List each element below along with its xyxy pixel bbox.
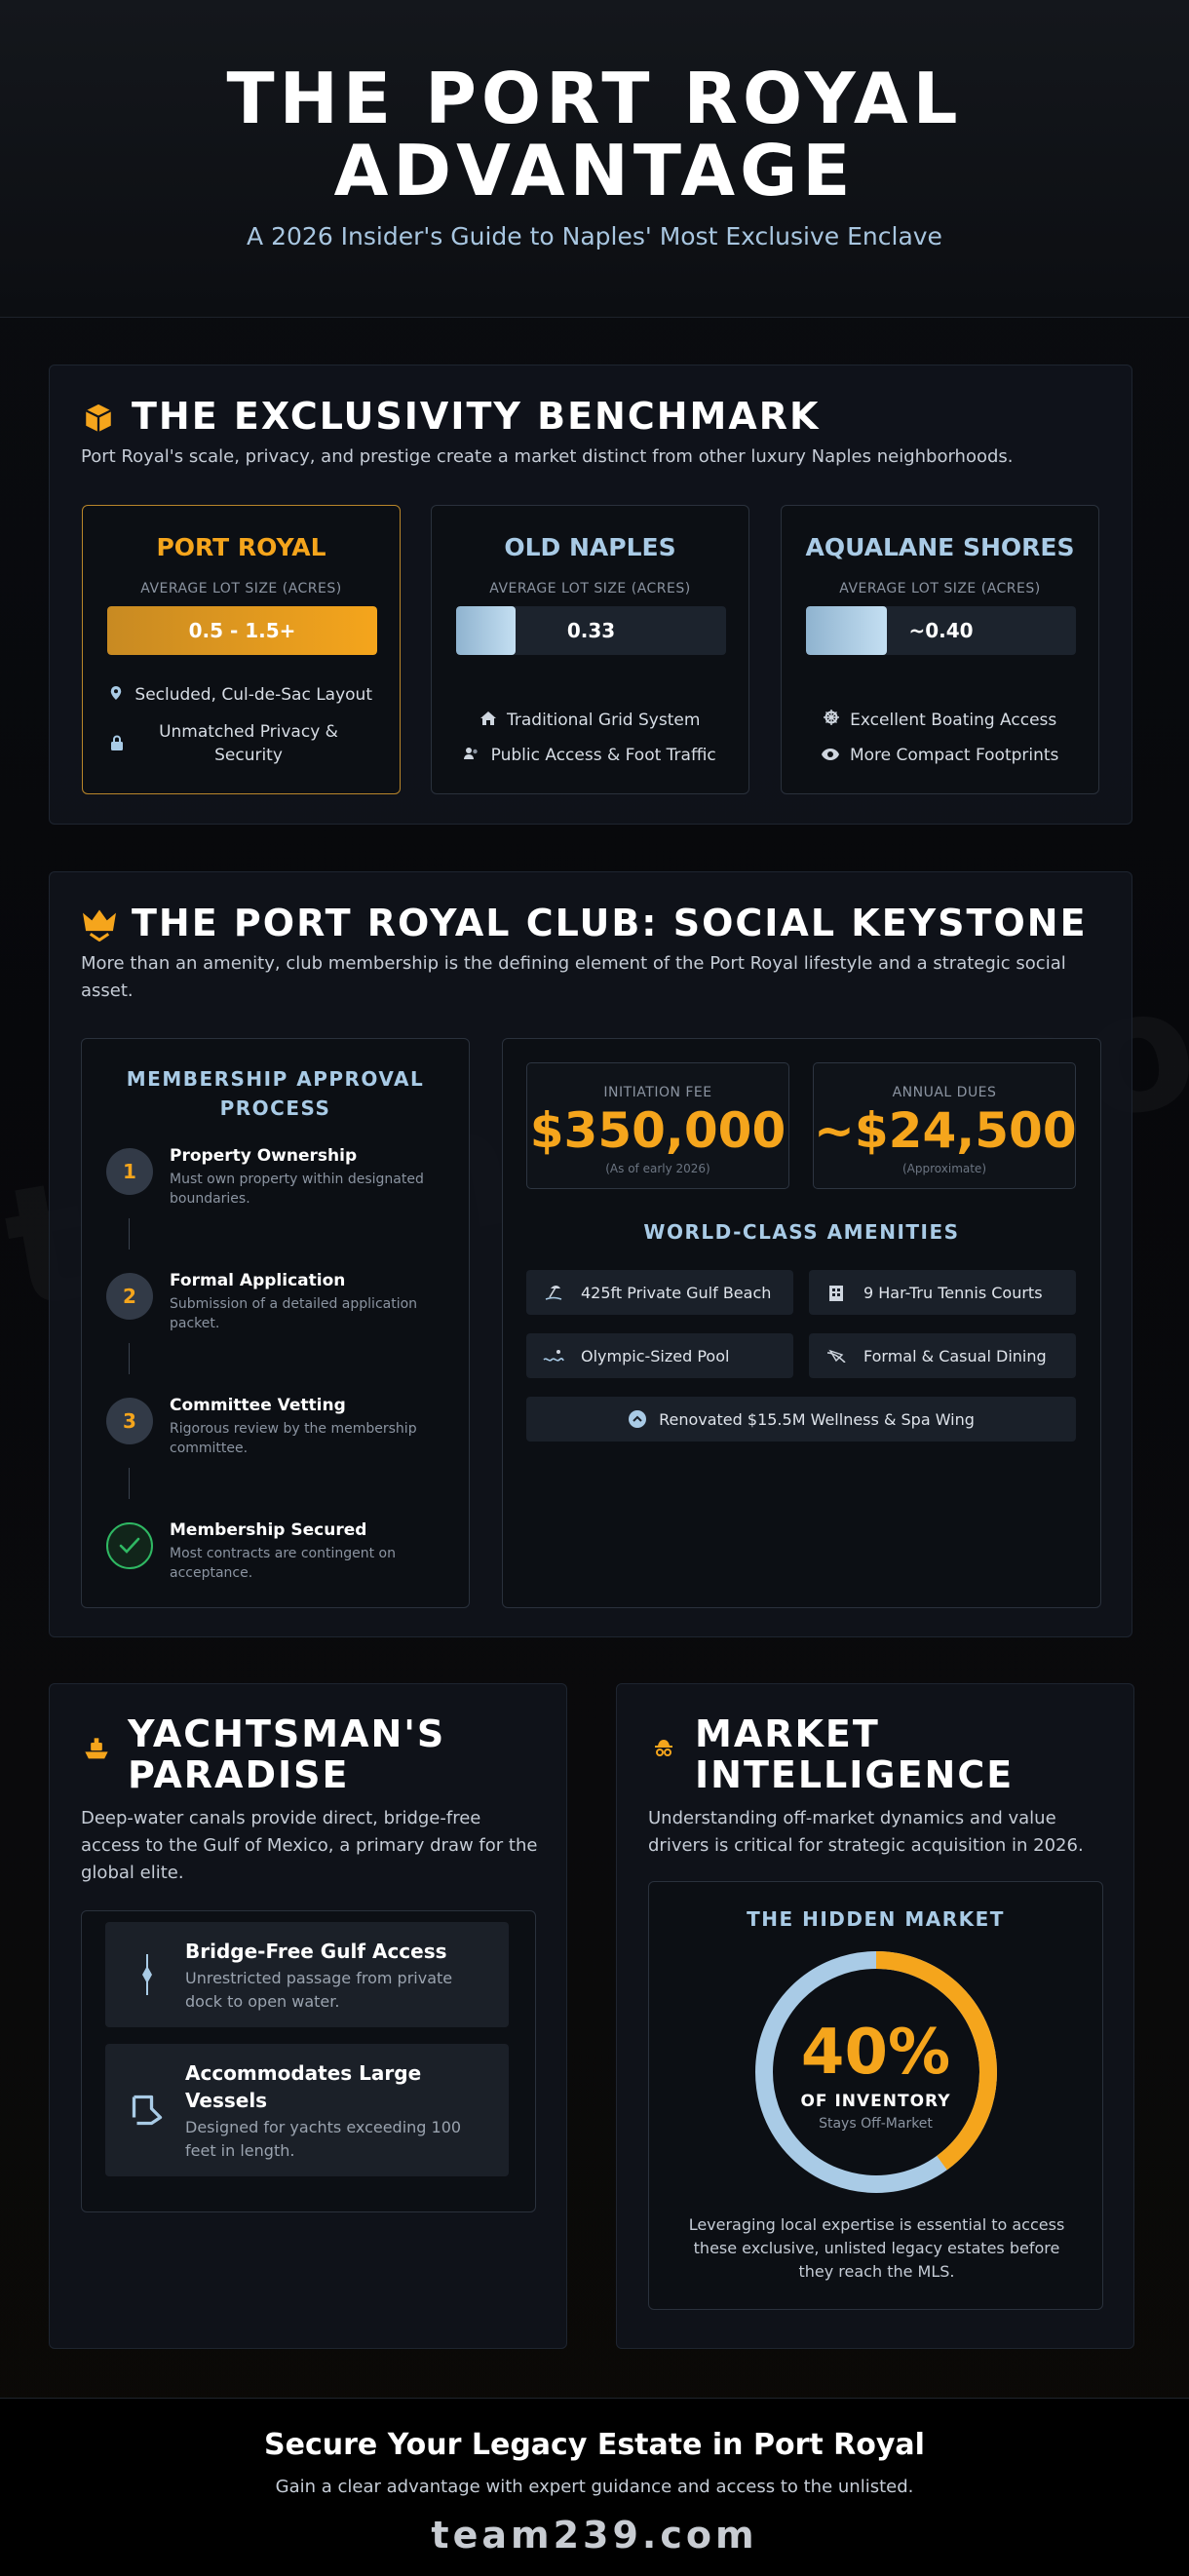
feature-item: Secluded, Cul-de-Sac Layout xyxy=(83,683,400,707)
eye-icon xyxy=(822,746,844,765)
footer-brand[interactable]: team239.com xyxy=(431,2514,758,2557)
building-icon xyxy=(809,1284,863,1301)
initiation-fee-card xyxy=(526,1062,789,1189)
step-number: 2 xyxy=(106,1273,153,1320)
process-title: MEMBERSHIP APPROVAL PROCESS xyxy=(126,1067,425,1120)
fee-note: (Approximate) xyxy=(901,1162,986,1175)
market-intelligence-section xyxy=(616,1683,1134,2349)
hero-banner xyxy=(0,0,1189,318)
step-title: Membership Secured xyxy=(170,1520,367,1540)
people-icon xyxy=(464,746,484,765)
step-description: Submission of a detailed application packet. xyxy=(170,1296,418,1331)
amenity-item: Olympic-Sized Pool xyxy=(526,1333,793,1378)
lot-size-value: 0.5 - 1.5+ xyxy=(188,619,296,642)
membership-process-panel xyxy=(81,1038,470,1608)
hidden-market-title: THE HIDDEN MARKET xyxy=(747,1907,1005,1931)
lot-size-label: AVERAGE LOT SIZE (ACRES) xyxy=(140,581,342,596)
lot-size-bar xyxy=(806,606,1076,655)
footer-title: Secure Your Legacy Estate in Port Royal xyxy=(264,2428,925,2462)
step-connector xyxy=(129,1468,130,1499)
fee-label: ANNUAL DUES xyxy=(892,1085,997,1100)
step-title: Committee Vetting xyxy=(170,1396,346,1415)
dining-icon xyxy=(809,1349,863,1363)
hidden-market-panel xyxy=(648,1881,1103,2310)
swim-icon xyxy=(526,1349,581,1363)
section-description: Deep-water canals provide direct, bridge-free access to the Gulf of Mexico, a primary draw for the global elite. xyxy=(81,1808,538,1883)
step-title: Property Ownership xyxy=(170,1146,358,1166)
amenity-item: Formal & Casual Dining xyxy=(809,1333,1076,1378)
page-title: THE PORT ROYAL ADVANTAGE xyxy=(226,58,963,211)
step-description: Rigorous review by the membership committee. xyxy=(170,1421,417,1456)
section-description: Port Royal's scale, privacy, and prestige create a market distinct from other luxury Naples neighborhoods. xyxy=(81,446,1014,467)
lot-size-bar xyxy=(456,606,726,655)
feature-item: Public Access & Foot Traffic xyxy=(432,744,748,767)
crown-icon xyxy=(79,905,120,944)
benchmark-name: AQUALANE SHORES xyxy=(805,533,1075,561)
step-title: Formal Application xyxy=(170,1271,346,1290)
percent-value: 40% xyxy=(800,2017,951,2089)
amenity-item: 425ft Private Gulf Beach xyxy=(526,1270,793,1315)
feature-item: Traditional Grid System xyxy=(432,709,748,732)
ship-icon xyxy=(81,1733,112,1766)
step-connector xyxy=(129,1218,130,1250)
spa-icon xyxy=(628,1409,647,1429)
sluice-icon xyxy=(123,1922,172,2027)
lock-icon xyxy=(110,734,124,757)
feature-item: Excellent Boating Access xyxy=(782,709,1098,732)
benchmark-name: PORT ROYAL xyxy=(156,533,326,561)
amenities-title: WORLD-CLASS AMENITIES xyxy=(643,1220,960,1244)
lot-size-value: 0.33 xyxy=(566,619,616,642)
feature-title: Bridge-Free Gulf Access xyxy=(185,1940,447,1963)
fee-value: $350,000 xyxy=(529,1102,786,1159)
box-icon xyxy=(79,399,118,438)
feature-title: Accommodates Large Vessels xyxy=(185,2061,422,2112)
section-title: YACHTSMAN'S PARADISE xyxy=(128,1712,446,1796)
feature-description: Unrestricted passage from private dock to open water. xyxy=(185,1969,453,2011)
lot-size-value: ~0.40 xyxy=(908,619,974,642)
yacht-feature xyxy=(105,2044,509,2176)
section-description: Understanding off-market dynamics and value drivers is critical for strategic acquisition in 2026. xyxy=(648,1808,1084,1856)
feature-item: More Compact Footprints xyxy=(782,744,1098,767)
section-title: THE EXCLUSIVITY BENCHMARK xyxy=(132,395,821,438)
page-subtitle: A 2026 Insider's Guide to Naples' Most Exclusive Enclave xyxy=(247,222,942,250)
amenity-item: Renovated $15.5M Wellness & Spa Wing xyxy=(526,1397,1076,1442)
home-icon xyxy=(480,711,501,730)
section-title: MARKET INTELLIGENCE xyxy=(695,1712,1015,1796)
footer-subtitle: Gain a clear advantage with expert guidance and access to the unlisted. xyxy=(275,2477,914,2497)
spy-icon xyxy=(648,1733,679,1766)
lot-size-label: AVERAGE LOT SIZE (ACRES) xyxy=(489,581,691,596)
vessel-icon xyxy=(123,2044,172,2176)
footer xyxy=(0,2398,1189,2576)
percent-sublabel: Stays Off-Market xyxy=(819,2116,933,2132)
step-description: Must own property within designated boundaries. xyxy=(170,1172,424,1207)
amenity-item: 9 Har-Tru Tennis Courts xyxy=(809,1270,1076,1315)
beach-icon xyxy=(526,1284,581,1301)
market-note: Leveraging local expertise is essential to access these exclusive, unlisted legacy estates before they reach the MLS. xyxy=(688,2215,1065,2281)
benchmark-card-old-naples xyxy=(431,505,749,794)
step-number: 1 xyxy=(106,1148,153,1195)
yacht-feature xyxy=(105,1922,509,2027)
step-description: Most contracts are contingent on acceptance. xyxy=(170,1546,396,1581)
feature-description: Designed for yachts exceeding 100 feet in length. xyxy=(185,2118,462,2160)
check-icon xyxy=(106,1522,153,1569)
percent-label: OF INVENTORY xyxy=(800,2092,951,2111)
benchmark-card-aqualane-shores xyxy=(781,505,1099,794)
section-title: THE PORT ROYAL CLUB: SOCIAL KEYSTONE xyxy=(132,902,1088,944)
fee-label: INITIATION FEE xyxy=(603,1085,712,1100)
annual-dues-card xyxy=(813,1062,1076,1189)
step-connector xyxy=(129,1343,130,1374)
fee-value: ~$24,500 xyxy=(814,1102,1077,1159)
fee-note: (As of early 2026) xyxy=(605,1162,710,1175)
benchmark-card-port-royal xyxy=(82,505,401,794)
benchmark-name: OLD NAPLES xyxy=(504,533,676,561)
helm-icon xyxy=(824,711,844,730)
map-pin-icon xyxy=(110,685,127,705)
step-number: 3 xyxy=(106,1398,153,1444)
section-description: More than an amenity, club membership is the defining element of the Port Royal lifestyle and a strategic social asset. xyxy=(81,953,1066,1001)
lot-size-label: AVERAGE LOT SIZE (ACRES) xyxy=(839,581,1041,596)
lot-size-bar xyxy=(107,606,377,655)
feature-item: Unmatched Privacy & Security xyxy=(83,720,400,767)
